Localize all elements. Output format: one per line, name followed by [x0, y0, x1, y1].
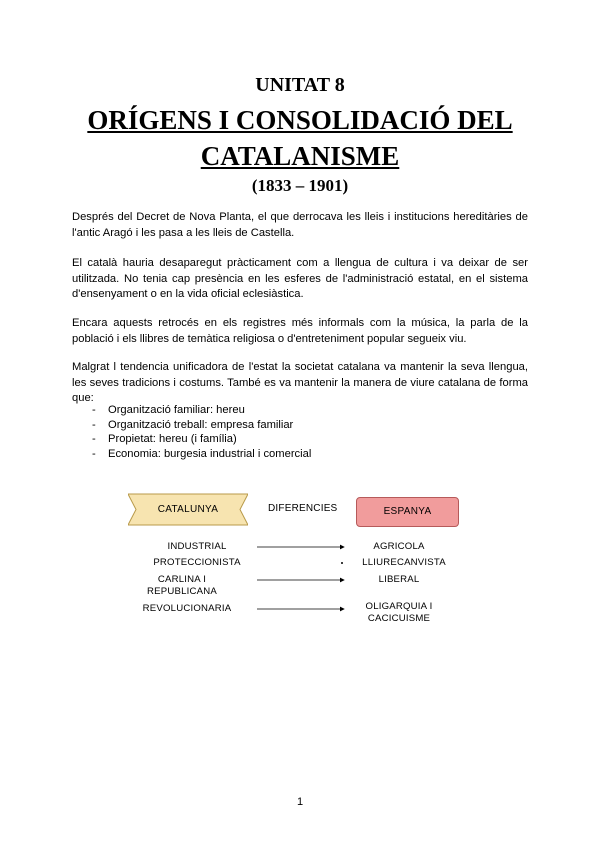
page-title: ORÍGENS I CONSOLIDACIÓ DEL CATALANISME — [87, 105, 513, 171]
list-item-text: Organització familiar: hereu — [108, 404, 245, 416]
espanya-header: ESPANYA — [356, 497, 459, 527]
paragraph-nova-planta: Després del Decret de Nova Planta, el que derrocava les lleis i institucions hereditàries de l'antic Aragó i les pasa a les lleis de Castella. — [72, 211, 528, 239]
catalunya-item-proteccionista: PROTECCIONISTA — [153, 557, 241, 568]
paragraph-catala-desaparegut: El català hauria desaparegut pràcticament com a llengua de cultura i va deixar de ser utilitzada. No tenia cap presència en les esferes de l'administració estatal, en el sistema d'ensenyament o en la vida oficial eclesiàstica. — [72, 257, 528, 300]
catalunya-header: CATALUNYA — [157, 504, 219, 515]
catalunya-item-revolucionaria: REVOLUCIONARIA — [142, 603, 232, 614]
list-item — [92, 447, 311, 462]
date-range: (1833 – 1901) — [251, 176, 349, 195]
differences-header: DIFERENCIES — [268, 503, 338, 514]
list-item-text: Organització treball: empresa familiar — [108, 418, 294, 431]
espanya-item-liberal: LIBERAL — [378, 574, 420, 585]
espanya-item-oligarquia: OLIGARQUIA I CACICUISME — [365, 601, 433, 624]
espanya-item-lliurecanvista: LLIURECANVISTA — [362, 557, 446, 568]
society-features-list — [92, 403, 311, 461]
catalunya-item-industrial: INDUSTRIAL — [167, 541, 227, 552]
catalunya-item-carlina: CARLINA I REPUBLICANA — [147, 574, 217, 597]
list-dash: - — [92, 433, 96, 446]
page-number: 1 — [296, 796, 304, 808]
list-dash: - — [92, 404, 96, 416]
dot-proteccionista — [341, 562, 343, 564]
paragraph-registres-informals: Encara aquests retrocés en els registres més informals com la música, la parla de la població i els llibres de temàtica religiosa o d'entreteniment popular segueix viu. — [72, 317, 528, 345]
list-item-text: Economia: burgesia industrial i comercial — [108, 447, 312, 460]
list-item — [92, 432, 311, 447]
espanya-item-agricola: AGRICOLA — [373, 541, 425, 552]
unit-heading: UNITAT 8 — [255, 74, 345, 96]
list-item — [92, 418, 311, 433]
paragraph-tendencia-unificadora: Malgrat l tendencia unificadora de l'estat la societat catalana va mantenir la seva llengua, les seves tradicions i costums. També es va mantenir la manera de viure catalana de forma que: — [72, 361, 528, 404]
list-dash: - — [92, 447, 96, 460]
list-item-text: Propietat: hereu (i família) — [108, 433, 237, 446]
list-dash: - — [92, 418, 96, 431]
list-item — [92, 403, 311, 418]
